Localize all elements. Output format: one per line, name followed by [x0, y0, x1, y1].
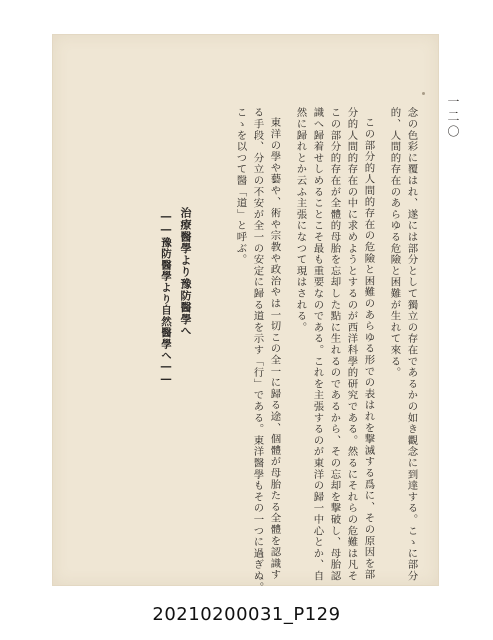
- image-caption: 20210200031_P129: [152, 604, 341, 625]
- section-subheading: ――豫防醫學より自然醫學へ――: [160, 211, 172, 387]
- body-column-9: る手段、分立の不安が全一の安定に歸る道を示す「行」である。東洋醫學もその一つに過ぎぬ。: [251, 107, 264, 593]
- body-column-10: こゝを以つて醫「道」と呼ぶ。: [234, 107, 247, 266]
- section-heading: 治療醫學より豫防醫學へ: [179, 207, 192, 337]
- body-column-2: 的、人間的存在のあらゆる危險と困難が生れて來る。: [388, 107, 401, 379]
- paper-speck: [422, 92, 425, 95]
- body-column-7: 然に歸れとか云ふ主張になつて現はされる。: [294, 107, 307, 333]
- body-column-8: 東洋の學や藝や、術や宗教や政治やは一切この全一に歸る途、個體が母胎たる全體を認識す: [268, 117, 281, 581]
- page-number: 一二〇: [446, 95, 460, 140]
- body-column-5: この部分的存在が全體的母胎を忘却した點に生れるのであるから、その忘却を撃破し、母胎認: [328, 107, 341, 582]
- book-page: [52, 34, 460, 593]
- body-column-1: 念の色彩に覆はれ、遂には部分として獨立の存在であるかの如き觀念に到達する。こゝに部分: [405, 107, 418, 582]
- body-column-3: この部分的人間的存在の危險と困難のあらゆる形での表はれを撃滅する爲に、その原因を部: [362, 117, 375, 581]
- body-column-4: 分的人間的存在の中に求めようとするのが西洋科學的研究である。然るにそれらの危難は凡そ: [345, 107, 358, 582]
- body-column-6: 識へ歸着せしめることこそ最も重要なのである。これを主張するのが東洋の歸一中心とか、自: [311, 107, 324, 582]
